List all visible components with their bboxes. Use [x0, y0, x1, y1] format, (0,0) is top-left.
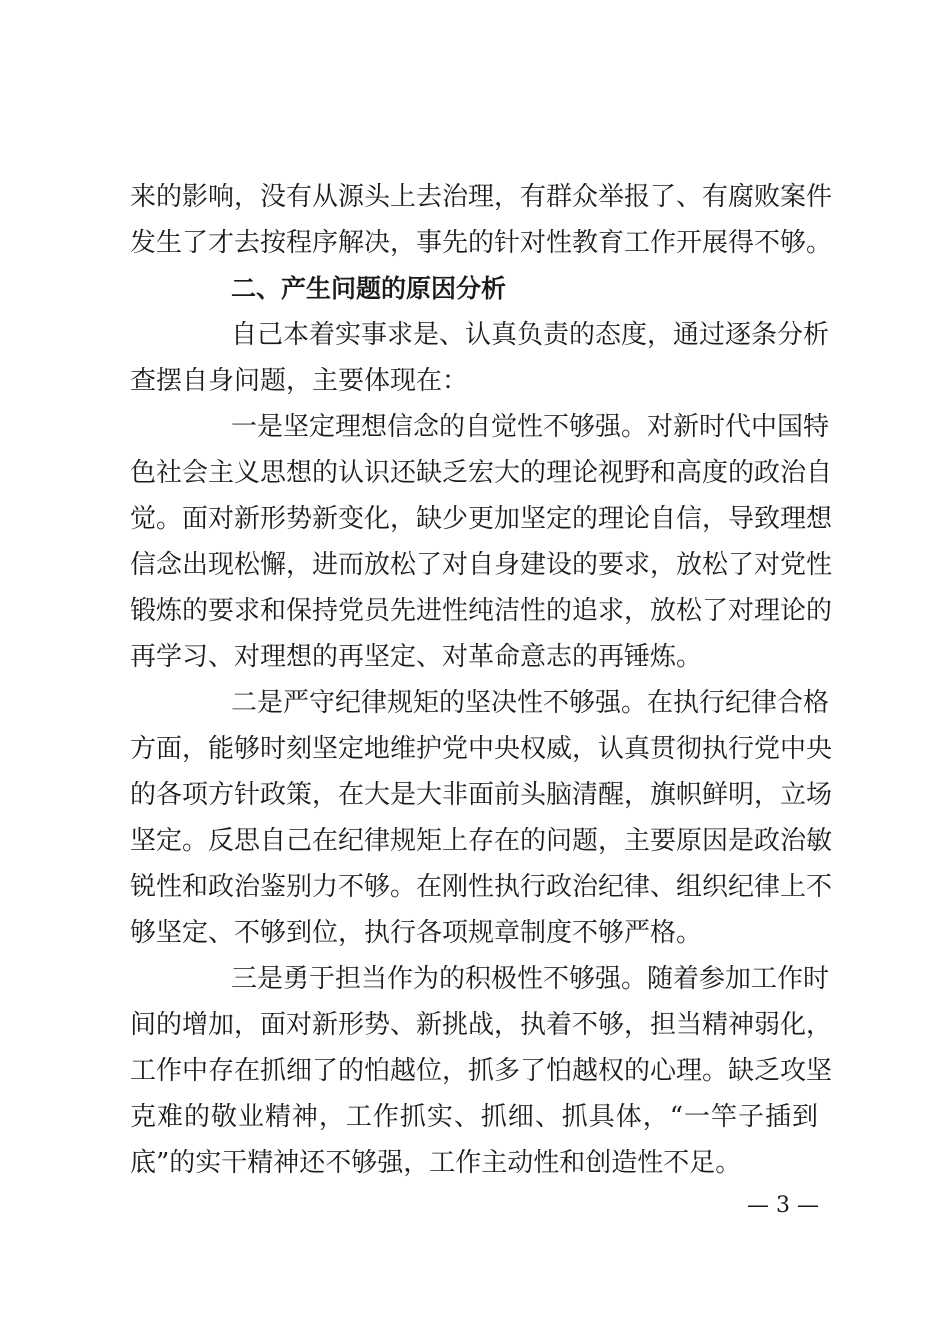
page-number: — 3 —: [747, 1193, 819, 1218]
text-line: 工作中存在抓细了的怕越位，抓多了怕越权的心理。缺乏攻坚: [130, 1056, 833, 1086]
text-line: 的各项方针政策，在大是大非面前头脑清醒，旗帜鲜明，立场: [130, 780, 833, 810]
text-line: 信念出现松懈，进而放松了对自身建设的要求，放松了对党性: [130, 550, 833, 580]
text-line: 克难的敬业精神，工作抓实、抓细、抓具体，“一竿子插到: [130, 1102, 818, 1132]
text-line: 坚定。反思自己在纪律规矩上存在的问题，主要原因是政治敏: [130, 826, 833, 856]
text-line: 一是坚定理想信念的自觉性不够强。对新时代中国特: [231, 412, 830, 442]
text-line: 自己本着实事求是、认真负责的态度，通过逐条分析: [231, 320, 830, 350]
text-line: 二是严守纪律规矩的坚决性不够强。在执行纪律合格: [231, 688, 830, 718]
text-line: 锻炼的要求和保持党员先进性纯洁性的追求，放松了对理论的: [130, 596, 833, 626]
text-line: 觉。面对新形势新变化，缺少更加坚定的理论自信，导致理想: [130, 504, 833, 534]
text-line: 够坚定、不够到位，执行各项规章制度不够严格。: [130, 918, 703, 948]
text-line: 方面，能够时刻坚定地维护党中央权威，认真贯彻执行党中央: [130, 734, 833, 764]
section-heading: 二、产生问题的原因分析: [231, 274, 507, 303]
text-line: 三是勇于担当作为的积极性不够强。随着参加工作时: [231, 964, 830, 994]
text-line: 发生了才去按程序解决，事先的针对性教育工作开展得不够。: [130, 228, 833, 258]
body-text: [130, 174, 833, 1186]
text-line: 锐性和政治鉴别力不够。在刚性执行政治纪律、组织纪律上不: [130, 872, 833, 902]
text-line: 底”的实干精神还不够强，工作主动性和创造性不足。: [130, 1148, 742, 1178]
text-line: 间的增加，面对新形势、新挑战，执着不够，担当精神弱化，: [130, 1010, 833, 1040]
text-line: 色社会主义思想的认识还缺乏宏大的理论视野和高度的政治自: [130, 458, 833, 488]
text-line: 再学习、对理想的再坚定、对革命意志的再锤炼。: [130, 642, 703, 672]
text-line: 来的影响，没有从源头上去治理，有群众举报了、有腐败案件: [130, 182, 833, 212]
text-line: 查摆自身问题，主要体现在：: [130, 366, 469, 396]
